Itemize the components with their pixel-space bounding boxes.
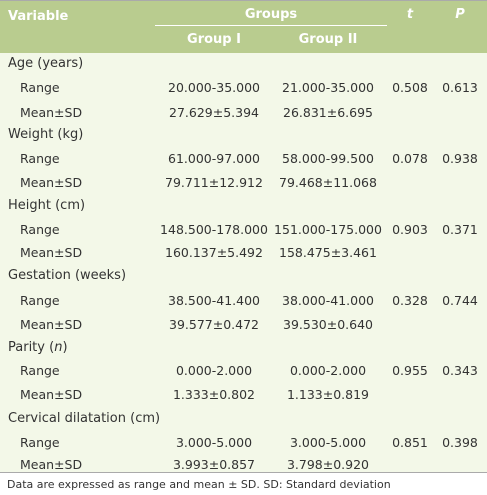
row-label: Mean±SD [20, 245, 83, 260]
group1-value: 20.000-35.000 [168, 80, 260, 95]
p-value: 0.343 [442, 363, 478, 378]
category-label: Weight (kg) [8, 127, 84, 142]
header-groups: Groups [244, 7, 298, 22]
category-label: Height (cm) [8, 198, 86, 213]
header-group-2: Group II [298, 32, 358, 47]
category-label: Cervical dilatation (cm) [8, 411, 161, 426]
row-label: Range [20, 80, 60, 95]
group1-value: 79.711±12.912 [165, 175, 263, 190]
header-p: P [455, 7, 465, 22]
group1-value: 38.500-41.400 [168, 293, 260, 308]
p-value: 0.938 [442, 151, 478, 166]
row-label: Range [20, 222, 60, 237]
header-group-1: Group I [187, 32, 241, 47]
group2-value: 151.000-175.000 [274, 222, 382, 237]
row-label: Mean±SD [20, 317, 83, 332]
t-value: 0.955 [392, 363, 428, 378]
p-value: 0.613 [442, 80, 478, 95]
group2-value: 39.530±0.640 [283, 317, 373, 332]
header-variable: Variable [8, 9, 69, 24]
group2-value: 38.000-41.000 [282, 293, 374, 308]
row-label: Range [20, 293, 60, 308]
row-label: Range [20, 151, 60, 166]
group2-value: 0.000-2.000 [289, 363, 367, 378]
group2-value: 3.000-5.000 [289, 435, 367, 450]
group2-value: 58.000-99.500 [282, 151, 374, 166]
group1-value: 160.137±5.492 [165, 245, 263, 260]
row-label: Mean±SD [20, 175, 83, 190]
t-value: 0.851 [392, 435, 428, 450]
group1-value: 1.333±0.802 [172, 387, 256, 402]
group1-value: 61.000-97.000 [168, 151, 260, 166]
group2-value: 26.831±6.695 [283, 105, 373, 120]
row-label: Mean±SD [20, 457, 83, 472]
row-label: Range [20, 435, 60, 450]
group2-value: 1.133±0.819 [286, 387, 370, 402]
groups-divider [155, 25, 387, 26]
t-value: 0.508 [392, 80, 428, 95]
category-label [8, 340, 68, 356]
group1-value: 3.000-5.000 [175, 435, 253, 450]
group1-value: 3.993±0.857 [172, 457, 256, 472]
group2-value: 3.798±0.920 [286, 457, 370, 472]
t-value: 0.078 [392, 151, 428, 166]
group1-value: 39.577±0.472 [169, 317, 259, 332]
group2-value: 79.468±11.068 [279, 175, 377, 190]
row-label: Range [20, 363, 60, 378]
row-label: Mean±SD [20, 387, 83, 402]
header-t: t [406, 7, 414, 22]
row-label: Mean±SD [20, 105, 83, 120]
category-label-text: Parity (n) [8, 340, 68, 355]
category-label: Gestation (weeks) [8, 268, 127, 283]
t-value: 0.903 [392, 222, 428, 237]
group1-value: 0.000-2.000 [175, 363, 253, 378]
group2-value: 21.000-35.000 [282, 80, 374, 95]
group1-value: 27.629±5.394 [169, 105, 259, 120]
group1-value: 148.500-178.000 [160, 222, 268, 237]
p-value: 0.398 [442, 435, 478, 450]
t-value: 0.328 [392, 293, 428, 308]
category-label: Age (years) [8, 56, 84, 71]
table-footnote: Data are expressed as range and mean ± SD. SD: Standard deviation [7, 478, 391, 491]
p-value: 0.371 [442, 222, 478, 237]
p-value: 0.744 [442, 293, 478, 308]
table-header [0, 1, 487, 53]
group2-value: 158.475±3.461 [279, 245, 377, 260]
